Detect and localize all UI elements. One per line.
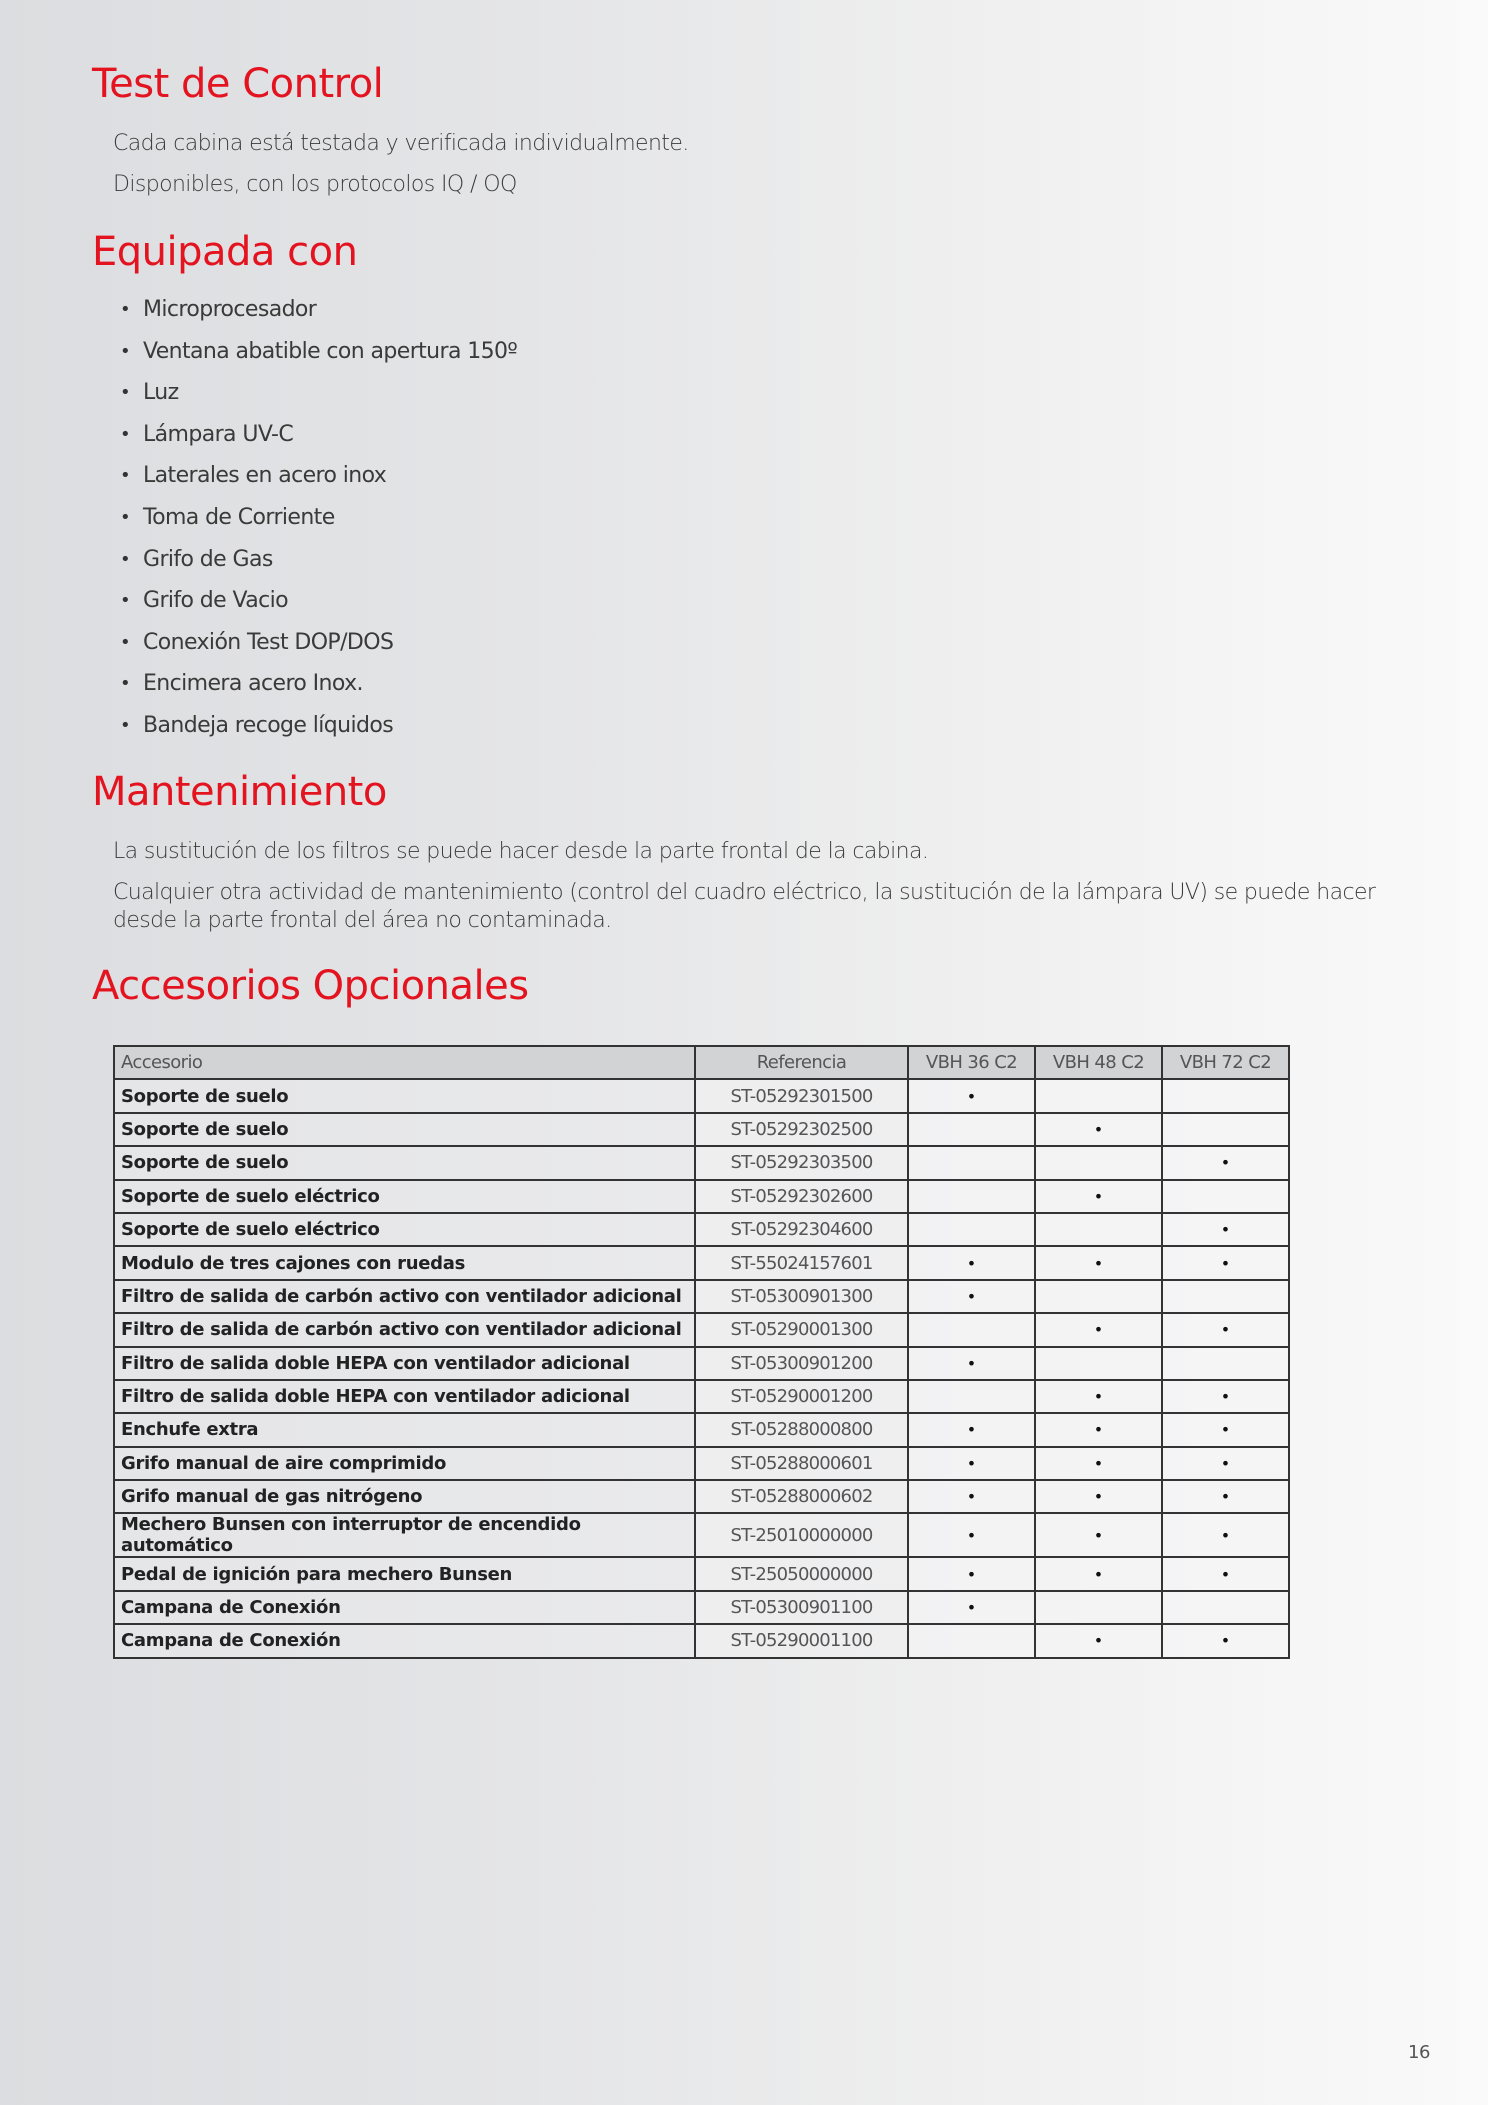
reference-cell: ST-05300901200 <box>695 1347 908 1380</box>
accessory-name-cell: Soporte de suelo <box>114 1079 695 1112</box>
accessory-name-cell: Campana de Conexión <box>114 1624 695 1657</box>
bullet-icon: • <box>120 548 131 570</box>
compatibility-cell-vbh48 <box>1035 1513 1162 1557</box>
table-row <box>114 1591 1289 1624</box>
compatible-mark-icon: • <box>966 1353 977 1373</box>
compatibility-cell-vbh72 <box>1162 1480 1289 1513</box>
compatible-mark-icon: • <box>1220 1387 1231 1407</box>
table-row <box>114 1246 1289 1279</box>
compatibility-cell-vbh72 <box>1162 1557 1289 1590</box>
reference-cell: ST-05292301500 <box>695 1079 908 1112</box>
list-item-label: Ventana abatible con apertura 150º <box>143 338 518 364</box>
bullet-icon: • <box>120 631 131 653</box>
compatible-mark-icon: • <box>1093 1564 1104 1584</box>
page-number: 16 <box>1408 2042 1430 2063</box>
compatible-mark-icon: • <box>966 1525 977 1545</box>
compatibility-cell-vbh72 <box>1162 1280 1289 1313</box>
reference-cell: ST-05288000602 <box>695 1480 908 1513</box>
list-item <box>113 625 517 667</box>
accessory-name-cell: Pedal de ignición para mechero Bunsen <box>114 1557 695 1590</box>
compatibility-cell-vbh36 <box>908 1347 1035 1380</box>
table-row <box>114 1557 1289 1590</box>
reference-cell: ST-55024157601 <box>695 1246 908 1279</box>
compatible-mark-icon: • <box>1220 1453 1231 1473</box>
section-title-mantenimiento: Mantenimiento <box>92 769 387 815</box>
accessory-name-cell: Filtro de salida doble HEPA con ventilador adicional <box>114 1380 695 1413</box>
compatibility-cell-vbh36 <box>908 1180 1035 1213</box>
reference-cell: ST-05300901300 <box>695 1280 908 1313</box>
mantenimiento-paragraph: La sustitución de los filtros se puede hacer desde la parte frontal de la cabina. <box>113 839 929 864</box>
compatible-mark-icon: • <box>1220 1525 1231 1545</box>
table-row <box>114 1213 1289 1246</box>
list-item <box>113 334 517 376</box>
compatibility-cell-vbh72 <box>1162 1624 1289 1657</box>
compatible-mark-icon: • <box>1220 1220 1231 1240</box>
compatibility-cell-vbh48 <box>1035 1624 1162 1657</box>
accessory-name-cell: Filtro de salida doble HEPA con ventilador adicional <box>114 1347 695 1380</box>
compatible-mark-icon: • <box>966 1564 977 1584</box>
accessories-table <box>113 1045 1290 1659</box>
table-row <box>114 1280 1289 1313</box>
compatibility-cell-vbh48 <box>1035 1591 1162 1624</box>
table-row <box>114 1624 1289 1657</box>
compatible-mark-icon: • <box>1093 1119 1104 1139</box>
list-item <box>113 542 517 584</box>
column-header-vbh72: VBH 72 C2 <box>1162 1046 1289 1079</box>
compatibility-cell-vbh36 <box>908 1213 1035 1246</box>
compatible-mark-icon: • <box>1220 1420 1231 1440</box>
list-item-label: Microprocesador <box>143 297 317 322</box>
list-item-label: Bandeja recoge líquidos <box>143 712 394 738</box>
accessory-name-cell: Soporte de suelo eléctrico <box>114 1213 695 1246</box>
compatibility-cell-vbh72 <box>1162 1213 1289 1246</box>
list-item <box>113 375 517 417</box>
compatibility-cell-vbh48 <box>1035 1380 1162 1413</box>
table-row <box>114 1180 1289 1213</box>
compatible-mark-icon: • <box>966 1286 977 1306</box>
compatible-mark-icon: • <box>1220 1253 1231 1273</box>
table-row <box>114 1079 1289 1112</box>
compatibility-cell-vbh36 <box>908 1557 1035 1590</box>
test-control-paragraph: Disponibles, con los protocolos IQ / OQ <box>113 172 517 197</box>
compatibility-cell-vbh48 <box>1035 1557 1162 1590</box>
compatible-mark-icon: • <box>1093 1420 1104 1440</box>
reference-cell: ST-05292302500 <box>695 1113 908 1146</box>
bullet-icon: • <box>120 714 131 736</box>
compatibility-cell-vbh48 <box>1035 1280 1162 1313</box>
compatible-mark-icon: • <box>1220 1153 1231 1173</box>
list-item-label: Grifo de Gas <box>143 546 273 572</box>
list-item-label: Laterales en acero inox <box>143 463 387 489</box>
compatibility-cell-vbh72 <box>1162 1591 1289 1624</box>
compatibility-cell-vbh48 <box>1035 1213 1162 1246</box>
column-header-vbh48: VBH 48 C2 <box>1035 1046 1162 1079</box>
compatibility-cell-vbh48 <box>1035 1079 1162 1112</box>
compatibility-cell-vbh48 <box>1035 1347 1162 1380</box>
compatible-mark-icon: • <box>966 1253 977 1273</box>
table-row <box>114 1447 1289 1480</box>
compatibility-cell-vbh72 <box>1162 1180 1289 1213</box>
list-item <box>113 500 517 542</box>
features-list <box>113 292 517 750</box>
accessory-name-cell: Soporte de suelo <box>114 1146 695 1179</box>
bullet-icon: • <box>120 590 131 612</box>
table-row <box>114 1380 1289 1413</box>
compatibility-cell-vbh72 <box>1162 1347 1289 1380</box>
compatibility-cell-vbh48 <box>1035 1480 1162 1513</box>
accessory-name-cell: Soporte de suelo eléctrico <box>114 1180 695 1213</box>
compatible-mark-icon: • <box>1093 1525 1104 1545</box>
accessory-name-cell: Grifo manual de gas nitrógeno <box>114 1480 695 1513</box>
compatible-mark-icon: • <box>966 1420 977 1440</box>
compatibility-cell-vbh36 <box>908 1313 1035 1346</box>
compatibility-cell-vbh72 <box>1162 1413 1289 1446</box>
compatibility-cell-vbh48 <box>1035 1413 1162 1446</box>
compatibility-cell-vbh72 <box>1162 1146 1289 1179</box>
compatible-mark-icon: • <box>1220 1631 1231 1651</box>
compatibility-cell-vbh72 <box>1162 1513 1289 1557</box>
compatibility-cell-vbh72 <box>1162 1113 1289 1146</box>
list-item <box>113 458 517 500</box>
accessory-name-cell: Modulo de tres cajones con ruedas <box>114 1246 695 1279</box>
list-item-label: Toma de Corriente <box>143 504 335 530</box>
compatibility-cell-vbh48 <box>1035 1246 1162 1279</box>
table-row <box>114 1480 1289 1513</box>
table-row <box>114 1513 1289 1557</box>
compatibility-cell-vbh72 <box>1162 1246 1289 1279</box>
accessory-name-cell: Grifo manual de aire comprimido <box>114 1447 695 1480</box>
compatibility-cell-vbh48 <box>1035 1180 1162 1213</box>
compatible-mark-icon: • <box>966 1487 977 1507</box>
accessories-table-body <box>114 1079 1289 1657</box>
reference-cell: ST-05292302600 <box>695 1180 908 1213</box>
compatibility-cell-vbh36 <box>908 1624 1035 1657</box>
reference-cell: ST-05288000800 <box>695 1413 908 1446</box>
compatibility-cell-vbh72 <box>1162 1447 1289 1480</box>
compatibility-cell-vbh48 <box>1035 1313 1162 1346</box>
compatible-mark-icon: • <box>1220 1564 1231 1584</box>
bullet-icon: • <box>120 465 131 487</box>
compatibility-cell-vbh36 <box>908 1447 1035 1480</box>
compatibility-cell-vbh36 <box>908 1280 1035 1313</box>
accessory-name-cell: Campana de Conexión <box>114 1591 695 1624</box>
reference-cell: ST-05290001300 <box>695 1313 908 1346</box>
compatibility-cell-vbh36 <box>908 1246 1035 1279</box>
list-item <box>113 583 517 625</box>
compatible-mark-icon: • <box>1220 1320 1231 1340</box>
list-item-label: Conexión Test DOP/DOS <box>143 629 394 655</box>
list-item-label: Lámpara UV-C <box>143 421 294 447</box>
table-header-row <box>114 1046 1289 1079</box>
list-item-label: Grifo de Vacio <box>143 588 288 614</box>
compatible-mark-icon: • <box>1093 1320 1104 1340</box>
compatibility-cell-vbh36 <box>908 1113 1035 1146</box>
table-row <box>114 1413 1289 1446</box>
table-row <box>114 1347 1289 1380</box>
bullet-icon: • <box>120 423 131 445</box>
table-row <box>114 1146 1289 1179</box>
list-item-label: Luz <box>143 380 179 406</box>
compatibility-cell-vbh36 <box>908 1413 1035 1446</box>
bullet-icon: • <box>120 673 131 695</box>
bullet-icon: • <box>120 299 131 320</box>
table-row <box>114 1313 1289 1346</box>
compatibility-cell-vbh48 <box>1035 1447 1162 1480</box>
compatible-mark-icon: • <box>966 1453 977 1473</box>
compatible-mark-icon: • <box>1093 1453 1104 1473</box>
compatible-mark-icon: • <box>1093 1186 1104 1206</box>
compatible-mark-icon: • <box>1220 1487 1231 1507</box>
table-row <box>114 1113 1289 1146</box>
bullet-icon: • <box>120 340 131 362</box>
bullet-icon: • <box>120 382 131 404</box>
compatibility-cell-vbh36 <box>908 1380 1035 1413</box>
compatible-mark-icon: • <box>966 1086 977 1106</box>
reference-cell: ST-05292303500 <box>695 1146 908 1179</box>
accessory-name-cell: Enchufe extra <box>114 1413 695 1446</box>
accessory-name-cell: Filtro de salida de carbón activo con ventilador adicional <box>114 1313 695 1346</box>
compatibility-cell-vbh48 <box>1035 1113 1162 1146</box>
section-title-test-control: Test de Control <box>92 61 384 107</box>
list-item <box>113 292 517 334</box>
section-title-equipada: Equipada con <box>92 229 358 275</box>
compatible-mark-icon: • <box>1093 1253 1104 1273</box>
bullet-icon: • <box>120 506 131 528</box>
test-control-paragraph: Cada cabina está testada y verificada individualmente. <box>113 131 689 156</box>
compatibility-cell-vbh36 <box>908 1480 1035 1513</box>
reference-cell: ST-05300901100 <box>695 1591 908 1624</box>
accessory-name-cell: Mechero Bunsen con interruptor de encendido automático <box>114 1513 695 1557</box>
accessory-name-cell: Filtro de salida de carbón activo con ventilador adicional <box>114 1280 695 1313</box>
compatibility-cell-vbh72 <box>1162 1380 1289 1413</box>
compatibility-cell-vbh36 <box>908 1146 1035 1179</box>
reference-cell: ST-05290001200 <box>695 1380 908 1413</box>
column-header-referencia: Referencia <box>695 1046 908 1079</box>
mantenimiento-paragraph: Cualquier otra actividad de mantenimiento (control del cuadro eléctrico, la sustitución de la lámpara UV) se puede hacer desde la parte frontal del área no contaminada. <box>113 880 1376 933</box>
compatibility-cell-vbh36 <box>908 1591 1035 1624</box>
reference-cell: ST-05292304600 <box>695 1213 908 1246</box>
list-item <box>113 708 517 750</box>
compatible-mark-icon: • <box>966 1598 977 1618</box>
column-header-vbh36: VBH 36 C2 <box>908 1046 1035 1079</box>
compatible-mark-icon: • <box>1093 1487 1104 1507</box>
column-header-accesorio: Accesorio <box>114 1046 695 1079</box>
list-item-label: Encimera acero Inox. <box>143 671 363 697</box>
compatibility-cell-vbh36 <box>908 1513 1035 1557</box>
compatibility-cell-vbh36 <box>908 1079 1035 1112</box>
accessory-name-cell: Soporte de suelo <box>114 1113 695 1146</box>
list-item <box>113 666 517 708</box>
reference-cell: ST-05290001100 <box>695 1624 908 1657</box>
section-title-accesorios: Accesorios Opcionales <box>92 963 529 1009</box>
compatibility-cell-vbh72 <box>1162 1079 1289 1112</box>
compatible-mark-icon: • <box>1093 1631 1104 1651</box>
list-item <box>113 417 517 459</box>
reference-cell: ST-25010000000 <box>695 1513 908 1557</box>
compatibility-cell-vbh72 <box>1162 1313 1289 1346</box>
reference-cell: ST-25050000000 <box>695 1557 908 1590</box>
compatible-mark-icon: • <box>1093 1387 1104 1407</box>
reference-cell: ST-05288000601 <box>695 1447 908 1480</box>
compatibility-cell-vbh48 <box>1035 1146 1162 1179</box>
